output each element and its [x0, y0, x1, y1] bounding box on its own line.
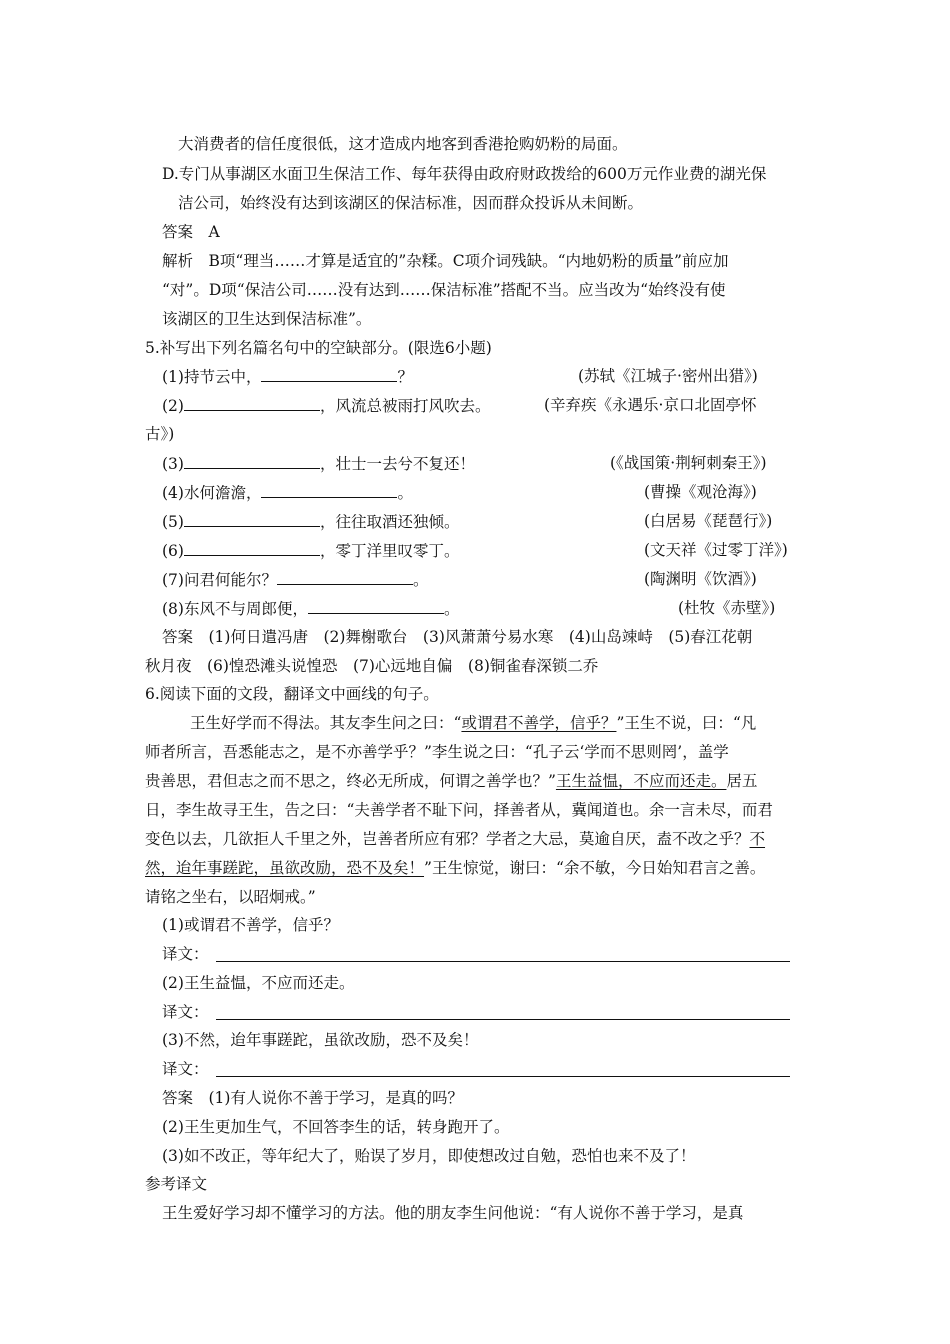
q5-answer-cont: 秋月夜 (6)惶恐滩头说惶恐 (7)心远地自偏 (8)铜雀春深锁二乔 [145, 657, 599, 675]
q5-item-3 [162, 453, 475, 474]
q4-option-d: D.专门从事湖区水面卫生保洁工作、每年获得由政府财政拨给的600万元作业费的湖光保 [162, 165, 767, 183]
q6-answer-cont: (3)如不改正，等年纪大了，贻误了岁月，即使想改过自勉，恐怕也来不及了！ [162, 1147, 696, 1165]
reference-translation-text: 王生爱好学习却不懂学习的方法。他的朋友李生问他说：“有人说你不善于学习，是真 [162, 1204, 744, 1222]
answer-blank [184, 395, 320, 411]
q5-item-1 [162, 366, 413, 387]
q6-passage-line [145, 829, 765, 849]
q6-sentence-1: (1)或谓君不善学，信乎？ [162, 916, 339, 934]
item-prefix: (3) [162, 455, 184, 473]
q5-title: 5.补写出下列名篇名句中的空缺部分。(限选6小题) [145, 339, 492, 357]
item-prefix: (4)水何澹澹， [162, 484, 262, 502]
q5-item-1-source: (苏轼《江城子·密州出猎》) [578, 367, 758, 385]
q5-item-4-source: (曹操《观沧海》) [644, 483, 757, 501]
q4-option-d-cont: 洁公司，始终没有达到该湖区的保洁标准，因而群众投诉从未间断。 [178, 194, 644, 212]
q6-passage-line: 日，李生故寻王生，告之曰：“夫善学者不耻下问，择善者从，冀闻道也。余一言未尽，而君 [145, 801, 773, 819]
q4-analysis: 解析 B项“理当……才算是适宜的”杂糅。C项介词残缺。“内地奶粉的质量”前应加 [162, 252, 729, 270]
translation-line-1[interactable] [216, 961, 790, 962]
item-suffix: 。 [397, 484, 413, 502]
answer-blank [277, 569, 413, 585]
q4-analysis-cont: “对”。D项“保洁公司……没有达到……保洁标准”搭配不当。应当改为“始终没有使 [162, 281, 726, 299]
item-prefix: (2) [162, 397, 184, 415]
q6-translation-label: 译文： [162, 1060, 209, 1078]
q4-analysis-cont: 该湖区的卫生达到保洁标准”。 [162, 310, 372, 328]
q6-passage-line [145, 771, 757, 791]
q6-title: 6.阅读下面的文段，翻译文中画线的句子。 [145, 685, 439, 703]
answer-blank [184, 511, 320, 527]
passage-text: 王生好学而不得法。其友李生问之曰：“ [190, 714, 462, 732]
passage-text: 居五 [726, 772, 758, 790]
q6-translation-label: 译文： [162, 1003, 209, 1021]
q5-item-5-source: (白居易《琵琶行》) [644, 512, 773, 530]
underlined-sentence-1: 或谓君不善学，信乎？ [461, 714, 617, 732]
q5-item-6-source: (文天祥《过零丁洋》) [644, 541, 788, 559]
item-prefix: (5) [162, 513, 184, 531]
translation-line-3[interactable] [216, 1076, 790, 1077]
item-suffix: ？ [397, 368, 413, 386]
passage-text: ”王生不说，曰：“凡 [616, 714, 757, 732]
q5-item-2 [162, 395, 490, 416]
q6-passage-line [145, 858, 765, 878]
item-prefix: (6) [162, 542, 184, 560]
q5-item-7-source: (陶渊明《饮酒》) [644, 570, 757, 588]
item-suffix: ，风流总被雨打风吹去。 [319, 397, 491, 415]
q5-item-3-source: (《战国策·荆轲刺秦王》) [610, 454, 767, 472]
q6-answer-cont: (2)王生更加生气，不回答李生的话，转身跑开了。 [162, 1118, 510, 1136]
q4-text-line: 大消费者的信任度很低，这才造成内地客到香港抢购奶粉的局面。 [178, 135, 628, 153]
passage-text: ”王生惊觉，谢曰：“余不敏，今日始知君言之善。 [424, 859, 766, 877]
answer-blank [261, 482, 397, 498]
q5-item-8 [162, 598, 459, 619]
q6-passage-line: 请铭之坐右，以昭炯戒。” [145, 888, 316, 906]
q6-sentence-2: (2)王生益愠，不应而还走。 [162, 974, 355, 992]
q5-item-2-source: (辛弃疾《永遇乐·京口北固亭怀 [544, 396, 757, 414]
item-suffix: ，往往取酒还独倾。 [319, 513, 460, 531]
q5-item-8-source: (杜牧《赤壁》) [678, 599, 776, 617]
item-prefix: (1)持节云中， [162, 368, 262, 386]
item-prefix: (8)东风不与周郎便， [162, 600, 308, 618]
answer-blank [308, 598, 444, 614]
underlined-sentence-3: 不 [749, 830, 766, 848]
q6-sentence-3: (3)不然，迨年事蹉跎，虽欲改励，恐不及矣！ [162, 1031, 479, 1049]
item-suffix: ，壮士一去兮不复还！ [319, 455, 475, 473]
q5-item-5 [162, 511, 459, 532]
q5-item-4 [162, 482, 413, 503]
q6-passage-line [190, 713, 756, 733]
reference-translation-title: 参考译文 [145, 1175, 208, 1193]
item-suffix: 。 [412, 571, 429, 589]
passage-text: 贵善思，君但志之而不思之，终必无所成，何谓之善学也？” [145, 772, 556, 790]
answer-blank [261, 366, 397, 382]
underlined-sentence-2: 王生益愠，不应而还走。 [555, 772, 727, 790]
q6-passage-line: 师者所言，吾悉能志之，是不亦善学乎？”李生说之曰：“孔子云‘学而不思则罔’，盖学 [145, 743, 729, 761]
answer-blank [184, 453, 320, 469]
q5-item-6 [162, 540, 459, 561]
underlined-sentence-3-cont: 然，迨年事蹉跎，虽欲改励，恐不及矣！ [145, 859, 425, 877]
passage-text: 变色以去，几欲拒人千里之外，岂善者所应有邪？学者之大忌，莫逾自厌，盍不改之乎？ [145, 830, 750, 848]
q6-answer: 答案 (1)有人说你不善于学习，是真的吗？ [162, 1089, 463, 1107]
q6-translation-label: 译文： [162, 945, 209, 963]
translation-line-2[interactable] [216, 1019, 790, 1020]
q5-item-7 [162, 569, 428, 590]
q4-answer: 答案 A [162, 223, 220, 241]
item-suffix: 。 [443, 600, 460, 618]
answer-blank [184, 540, 320, 556]
q5-item-2-source-cont: 古》) [145, 425, 175, 443]
q5-answer: 答案 (1)何日遣冯唐 (2)舞榭歌台 (3)风萧萧兮易水寒 (4)山岛竦峙 (5)春江花朝 [162, 628, 753, 646]
item-prefix: (7)问君何能尔？ [162, 571, 277, 589]
item-suffix: ，零丁洋里叹零丁。 [319, 542, 460, 560]
